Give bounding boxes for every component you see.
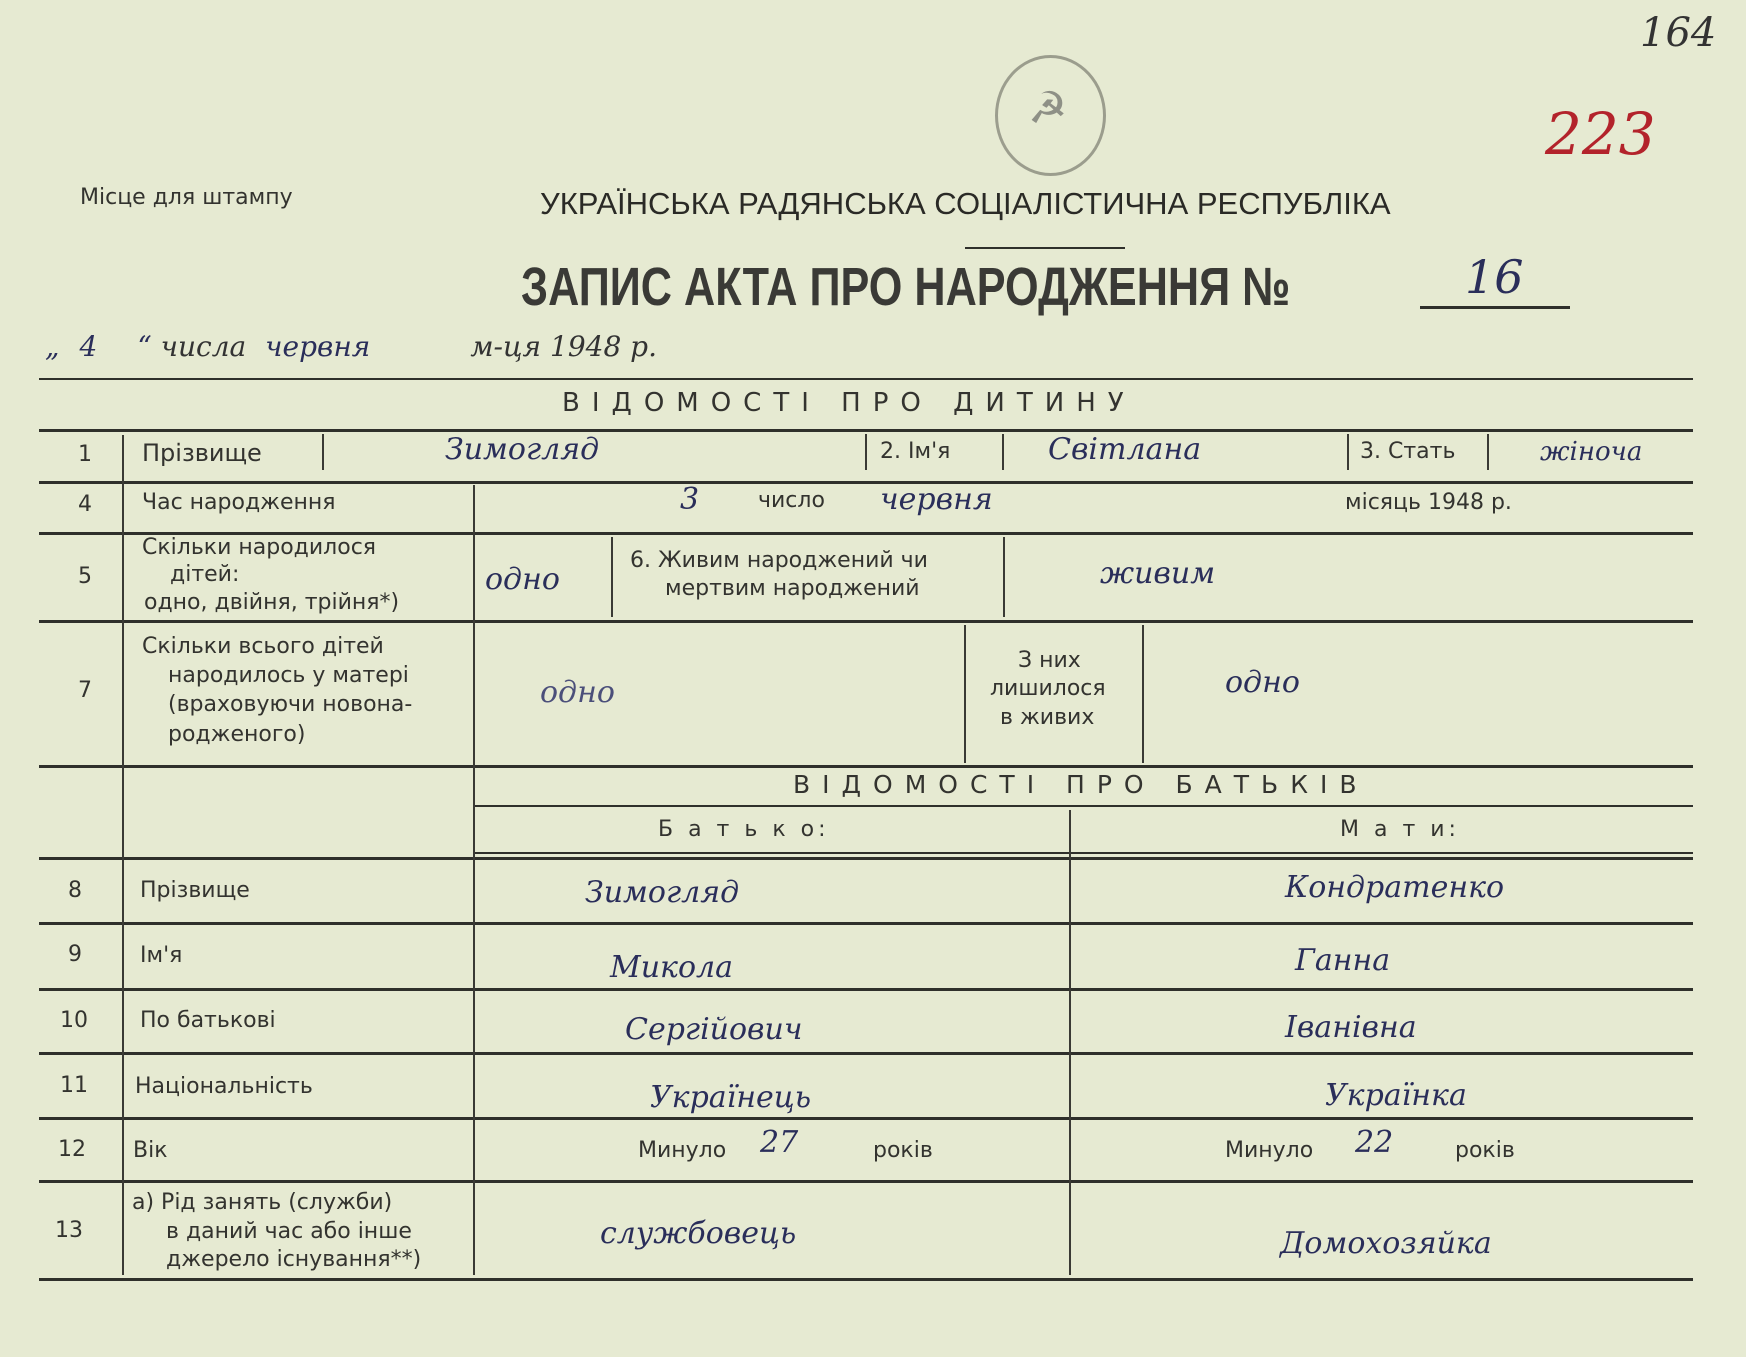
form-rule-line (39, 988, 1693, 991)
mother-label: М а т и: (1340, 817, 1460, 842)
child-r4-day-label: число (758, 488, 825, 513)
date-month: червня (265, 330, 371, 363)
child-r5-q6-1: 6. Живим народжений чи (630, 548, 928, 573)
child-r1-num: 1 (78, 442, 92, 467)
form-rule-line (473, 805, 1693, 807)
form-rule-line (39, 1052, 1693, 1055)
r13-l1: а) Рід занять (служби) (132, 1190, 393, 1215)
form-rule-line (39, 481, 1693, 484)
child-r4-label: Час народження (142, 490, 336, 515)
form-rule-line (39, 620, 1693, 623)
form-rule-line (965, 247, 1125, 249)
child-r5-q6-2: мертвим народжений (665, 576, 920, 601)
form-rule-line (865, 434, 867, 470)
form-rule-line (473, 485, 475, 1275)
date-day-label: числа (160, 330, 247, 363)
rows-1-mother: Ганна (1295, 943, 1391, 978)
document-title: ЗАПИС АКТА ПРО НАРОДЖЕННЯ № (521, 257, 1291, 317)
form-rule-line (1003, 537, 1005, 617)
form-rule-line (1002, 434, 1004, 470)
form-rule-line (39, 378, 1693, 380)
form-rule-line (964, 625, 966, 763)
date-year: 1948 р. (550, 330, 657, 363)
rows-2-num: 10 (60, 1008, 88, 1033)
r13-num: 13 (55, 1218, 83, 1243)
rows-4-label: Вік (133, 1138, 168, 1163)
child-r5-value: одно (485, 562, 560, 597)
stamp-place: Місце для штампу (80, 185, 293, 210)
form-rule-line (611, 537, 613, 617)
form-rule-line (39, 429, 1693, 432)
coat-of-arms-seal (995, 55, 1106, 176)
rows-3-father: Українець (650, 1080, 812, 1115)
parents-section-heading: ВІДОМОСТІ ПРО БАТЬКІВ (793, 770, 1369, 799)
child-r7-label4: родженого) (168, 722, 306, 747)
child-r7-num: 7 (78, 678, 92, 703)
form-rule-line (1142, 625, 1144, 763)
child-r7-q3: в живих (1000, 705, 1095, 730)
birth-month: червня (880, 482, 993, 517)
sheet-number: 164 (1640, 10, 1717, 56)
rows-4-num: 12 (58, 1137, 86, 1162)
form-rule-line (322, 434, 324, 470)
rows-4-father-post: років (873, 1138, 933, 1163)
rows-3-mother: Українка (1325, 1078, 1467, 1113)
form-rule-line (122, 435, 124, 1275)
rows-4-father: 27 (760, 1125, 799, 1160)
rows-0-father: Зимогляд (585, 875, 740, 910)
child-r7-value: одно (540, 675, 615, 710)
red-number: 223 (1545, 100, 1656, 168)
rows-2-mother: Іванівна (1285, 1010, 1417, 1045)
form-rule-line (39, 765, 1693, 768)
child-r5-num: 5 (78, 564, 92, 589)
form-rule-line (1487, 434, 1489, 470)
rows-0-label: Прізвище (140, 878, 250, 903)
republic-heading: УКРАЇНСЬКА РАДЯНСЬКА СОЦІАЛІСТИЧНА РЕСПУБЛІКА (540, 186, 1391, 221)
rows-0-num: 8 (68, 878, 82, 903)
rows-4-father-pre: Минуло (638, 1138, 727, 1163)
child-r5-label3: одно, двійня, трійня*) (144, 590, 400, 615)
child-r1-name-label: 2. Ім'я (880, 439, 951, 464)
child-r7-alive: одно (1225, 665, 1300, 700)
form-rule-line (1069, 810, 1071, 1275)
child-name: Світлана (1048, 432, 1202, 467)
child-r7-label3: (враховуючи новона- (168, 692, 413, 717)
child-r4-day: 3 (680, 482, 700, 517)
date-day: 4 (79, 330, 98, 363)
rows-4-mother-pre: Минуло (1225, 1138, 1314, 1163)
child-r5-label1: Скільки народилося (142, 535, 377, 560)
date-month-label: м-ця (470, 330, 542, 363)
form-rule-line (39, 1180, 1693, 1183)
r13-l2: в даний час або інше (166, 1219, 412, 1244)
form-rule-line (39, 1117, 1693, 1120)
child-r1-surname-label: Прізвище (142, 439, 262, 467)
record-number: 16 (1465, 250, 1524, 304)
child-r7-q2: лишилося (990, 676, 1106, 701)
form-rule-line (1420, 306, 1570, 309)
rows-2-label: По батькові (140, 1008, 276, 1033)
date-line: „ 4 “ числа червня м-ця 1948 р. (45, 330, 657, 363)
child-r4-year-label: місяць 1948 р. (1345, 490, 1512, 515)
form-rule-line (1347, 434, 1349, 470)
child-surname: Зимогляд (445, 432, 600, 467)
rows-4-mother-post: років (1455, 1138, 1515, 1163)
child-r5-alive: живим (1100, 556, 1216, 591)
child-section-heading: ВІДОМОСТІ ПРО ДИТИНУ (562, 388, 1136, 418)
form-rule-line (39, 1278, 1693, 1281)
form-rule-line (39, 922, 1693, 925)
child-r1-sex-label: 3. Стать (1360, 439, 1456, 464)
rows-1-num: 9 (68, 942, 82, 967)
form-rule-line (39, 857, 1693, 860)
r13-mother: Домохозяйка (1280, 1226, 1492, 1261)
r13-l3: джерело існування**) (166, 1247, 422, 1272)
child-r7-label1: Скільки всього дітей (142, 634, 384, 659)
rows-4-mother: 22 (1355, 1125, 1394, 1160)
rows-2-father: Сергійович (625, 1012, 803, 1047)
rows-3-num: 11 (60, 1073, 88, 1098)
child-sex: жіноча (1540, 437, 1643, 467)
rows-3-label: Національність (135, 1074, 313, 1099)
child-r7-q1: З них (1018, 648, 1081, 673)
child-r7-label2: народилось у матері (168, 663, 409, 688)
child-r4-num: 4 (78, 492, 92, 517)
rows-1-father: Микола (610, 950, 734, 985)
form-rule-line (473, 852, 1693, 854)
father-label: Б а т ь к о: (658, 817, 830, 842)
r13-father: службовець (600, 1216, 797, 1251)
child-r5-label2: дітей: (170, 562, 240, 587)
rows-0-mother: Кондратенко (1285, 870, 1505, 905)
rows-1-label: Ім'я (140, 943, 183, 968)
